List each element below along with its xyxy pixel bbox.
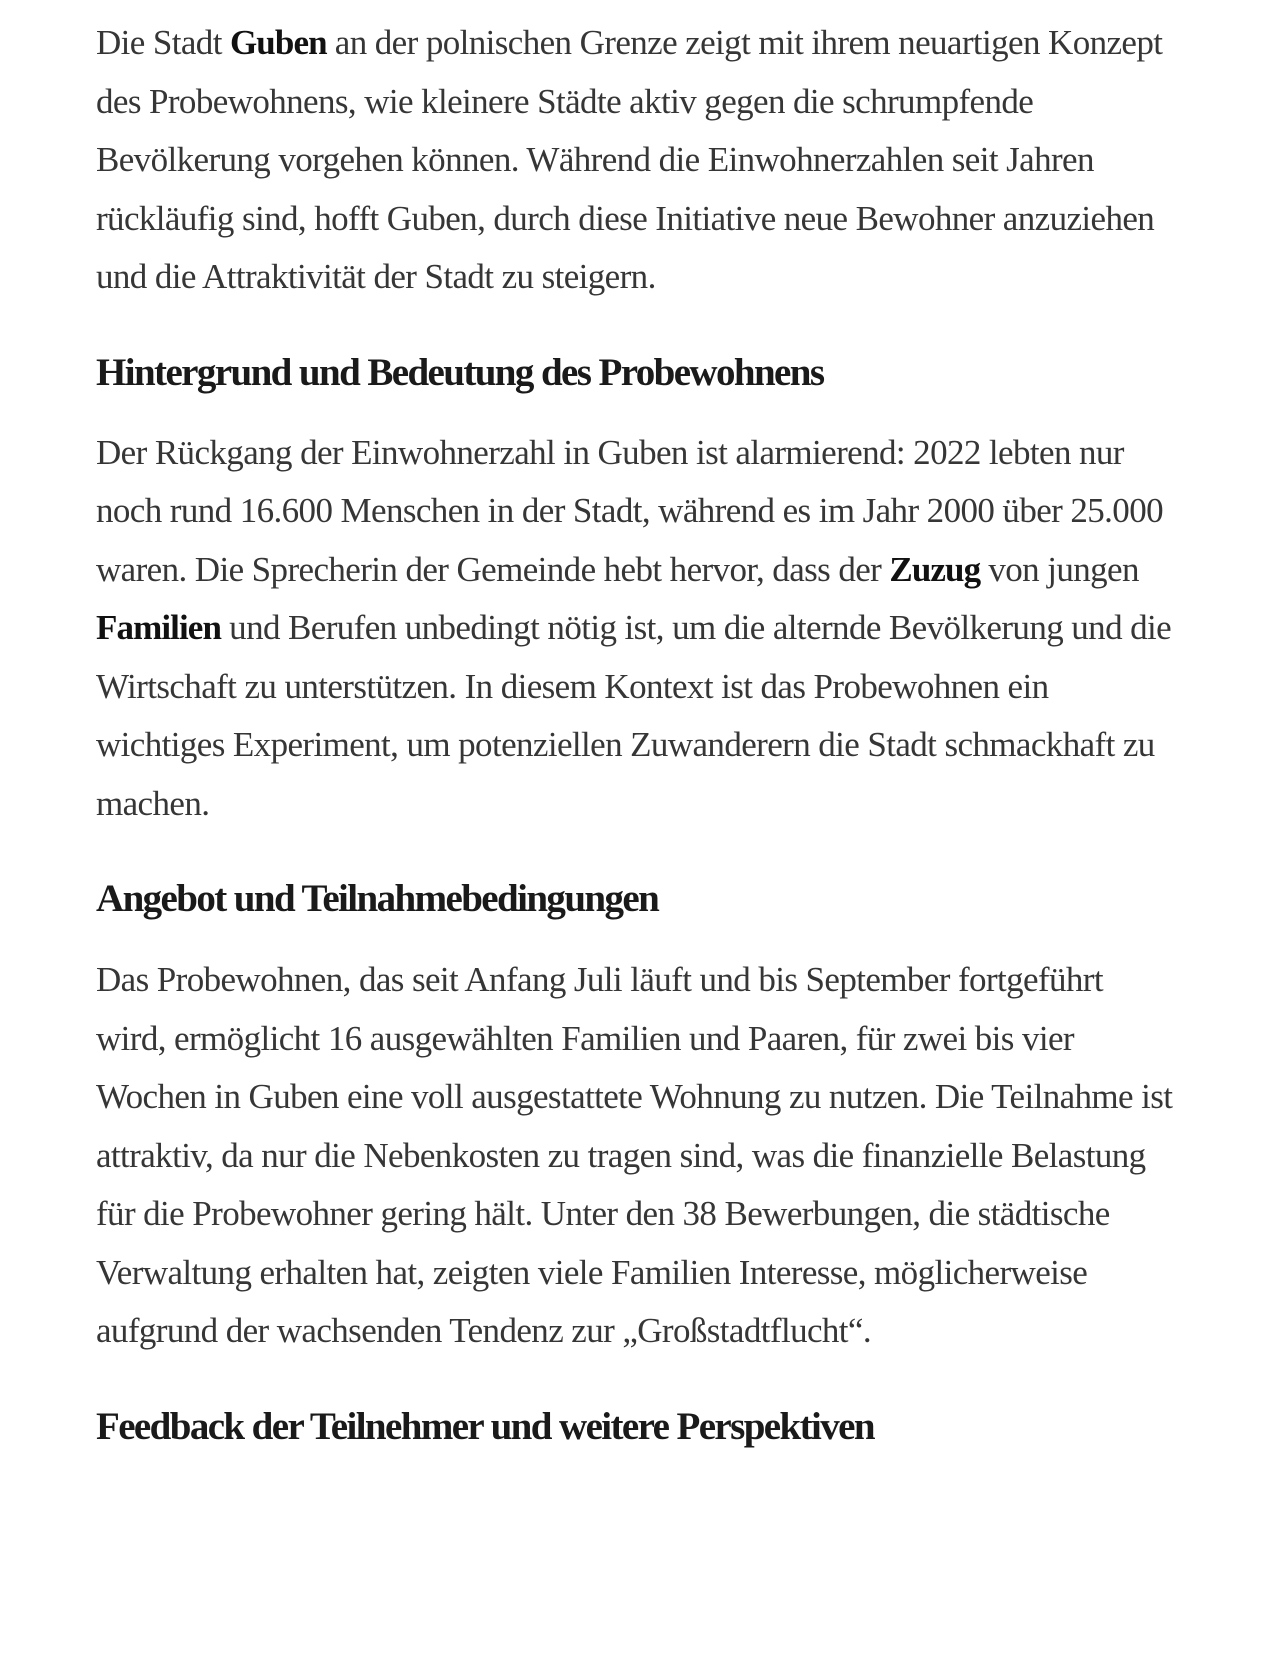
hintergrund-paragraph xyxy=(96,424,1176,834)
article-body xyxy=(96,14,1176,1453)
intro-bold-guben: Guben xyxy=(229,23,327,62)
hintergrund-text-b: von jungen xyxy=(980,549,1139,589)
intro-text-rest: an der polnischen Grenze zeigt mit ihrem neuartigen Konzept des Probewohnens, wie kleinere Städte aktiv gegen die schrumpfende Bevölkerung vorgehen können. Während die Einwohnerzahlen seit Jahren rückläufig sind, hofft Guben, durch diese Initiative neue Bewohner anzuziehen und die Attraktivität der Stadt zu steigern. xyxy=(96,23,1163,296)
hintergrund-text-a: Der Rückgang der Einwohnerzahl in Guben ist alarmierend: 2022 lebten nur noch rund 16.600 Menschen in der Stadt, während es im Jahr 2000 über 25.000 waren. Die Sprecherin der Gemeinde hebt hervor, dass der xyxy=(96,432,1164,589)
hintergrund-bold-zuzug: Zuzug xyxy=(889,549,981,589)
section-heading-feedback: Feedback der Teilnehmer und weitere Perspektiven xyxy=(96,1404,874,1448)
section-heading-angebot: Angebot und Teilnahmebedingungen xyxy=(96,877,659,920)
hintergrund-text-c: und Berufen unbedingt nötig ist, um die alternde Bevölkerung und die Wirtschaft zu unterstützen. In diesem Kontext ist das Probewohnen ein wichtiges Experiment, um potenziellen Zuwanderern die Stadt schmackhaft zu machen. xyxy=(96,608,1172,823)
angebot-paragraph: Das Probewohnen, das seit Anfang Juli läuft und bis September fortgeführt wird, ermöglicht 16 ausgewählten Familien und Paaren, für zwei bis vier Wochen in Guben eine voll ausgestattete Wohnung zu nutzen. Die Teilnahme ist attraktiv, da nur die Nebenkosten zu tragen sind, was die finanzielle Belastung für die Probewohner gering hält. Unter den 38 Bewerbungen, die städtische Verwaltung erhalten hat, zeigten viele Familien Interesse, möglicherweise aufgrund der wachsenden Tendenz zur „Großstadtflucht“. xyxy=(96,960,1173,1350)
intro-paragraph xyxy=(96,14,1176,307)
section-heading-hintergrund: Hintergrund und Bedeutung des Probewohnens xyxy=(96,350,824,394)
intro-text-start: Die Stadt xyxy=(96,23,230,62)
hintergrund-bold-familien: Familien xyxy=(96,608,222,647)
